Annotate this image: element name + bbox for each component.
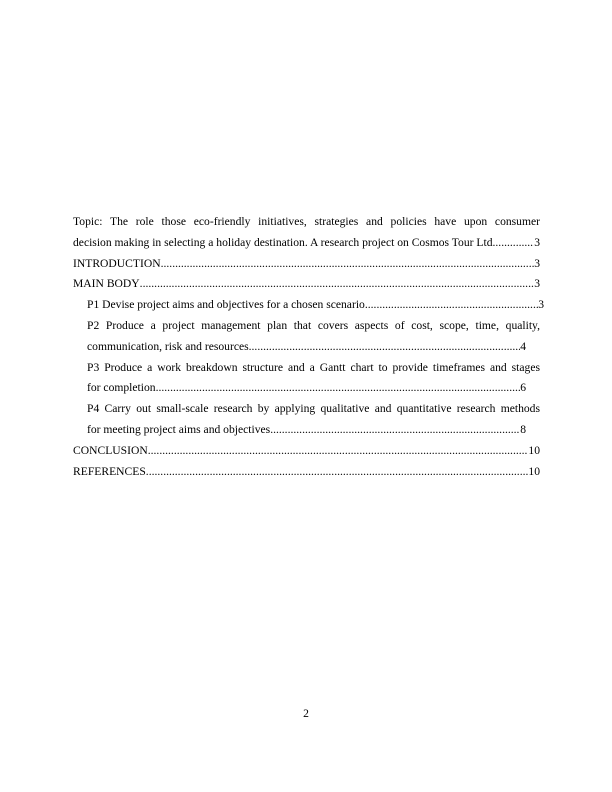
toc-entry-line xyxy=(87,295,544,316)
toc-page-number: 10 xyxy=(528,443,540,457)
toc-page-number: 8 xyxy=(520,422,526,436)
toc-entry-p3[interactable] xyxy=(73,358,540,400)
toc-entry-text: P3 Produce a work breakdown structure and a Gantt chart to provide timeframes and stages xyxy=(87,360,540,374)
toc-page-number: 6 xyxy=(520,381,526,395)
toc-entry-text: MAIN BODY xyxy=(73,277,140,291)
toc-entry-text: REFERENCES xyxy=(73,464,146,478)
toc-entry-text: for meeting project aims and objectives xyxy=(87,422,271,436)
toc-entry-line xyxy=(87,378,526,399)
toc-entry-line xyxy=(73,274,540,295)
toc-entry-line xyxy=(87,337,526,358)
toc-entry-text: P4 Carry out small-scale research by applying qualitative and quantitative research methods xyxy=(87,402,540,416)
toc-entry-topic[interactable] xyxy=(73,212,540,254)
toc-entry-line xyxy=(73,254,540,275)
toc-entry-line xyxy=(73,441,540,462)
toc-page-number: 4 xyxy=(520,339,526,353)
toc-entry-p1[interactable] xyxy=(73,295,544,316)
toc-entry-introduction[interactable] xyxy=(73,254,540,275)
toc-leader-dots xyxy=(146,462,529,483)
toc-entry-text: P2 Produce a project management plan that covers aspects of cost, scope, time, quality, xyxy=(87,318,540,332)
toc-entry-main-body[interactable] xyxy=(73,274,540,295)
toc-entry-text: communication, risk and resources xyxy=(87,339,249,353)
toc-page-number: 3 xyxy=(534,256,540,270)
toc-entry-line xyxy=(73,462,540,483)
toc-leader-dots xyxy=(270,420,520,441)
toc-entry-text: for completion xyxy=(87,381,156,395)
table-of-contents xyxy=(73,212,544,482)
toc-entry-references[interactable] xyxy=(73,462,540,483)
toc-leader-dots xyxy=(161,254,535,275)
toc-entry-text: P1 Devise project aims and objectives for a chosen scenario xyxy=(87,298,365,312)
toc-page-number: 3 xyxy=(534,235,540,249)
footer-page-number: 2 xyxy=(303,707,309,720)
toc-entry-p4[interactable] xyxy=(73,399,540,441)
toc-entry-text: CONCLUSION xyxy=(73,443,148,457)
toc-entry-line xyxy=(73,233,540,254)
toc-page-number: 3 xyxy=(534,277,540,291)
toc-leader-dots xyxy=(148,441,529,462)
toc-leader-dots xyxy=(140,274,535,295)
toc-entry-line xyxy=(87,420,526,441)
toc-leader-dots xyxy=(156,378,521,399)
toc-entry-p2[interactable] xyxy=(73,316,540,358)
toc-entry-text: decision making in selecting a holiday destination. A research project on Cosmos Tour Ltd xyxy=(73,235,493,249)
toc-leader-dots xyxy=(493,233,535,254)
toc-page-number: 3 xyxy=(538,298,544,312)
toc-leader-dots xyxy=(365,295,538,316)
toc-entry-text: Topic: The role those eco-friendly initiatives, strategies and policies have upon consumer xyxy=(73,215,540,228)
toc-entry-conclusion[interactable] xyxy=(73,441,540,462)
toc-entry-text: INTRODUCTION xyxy=(73,256,161,270)
toc-leader-dots xyxy=(249,337,521,358)
toc-page-number: 10 xyxy=(528,464,540,478)
